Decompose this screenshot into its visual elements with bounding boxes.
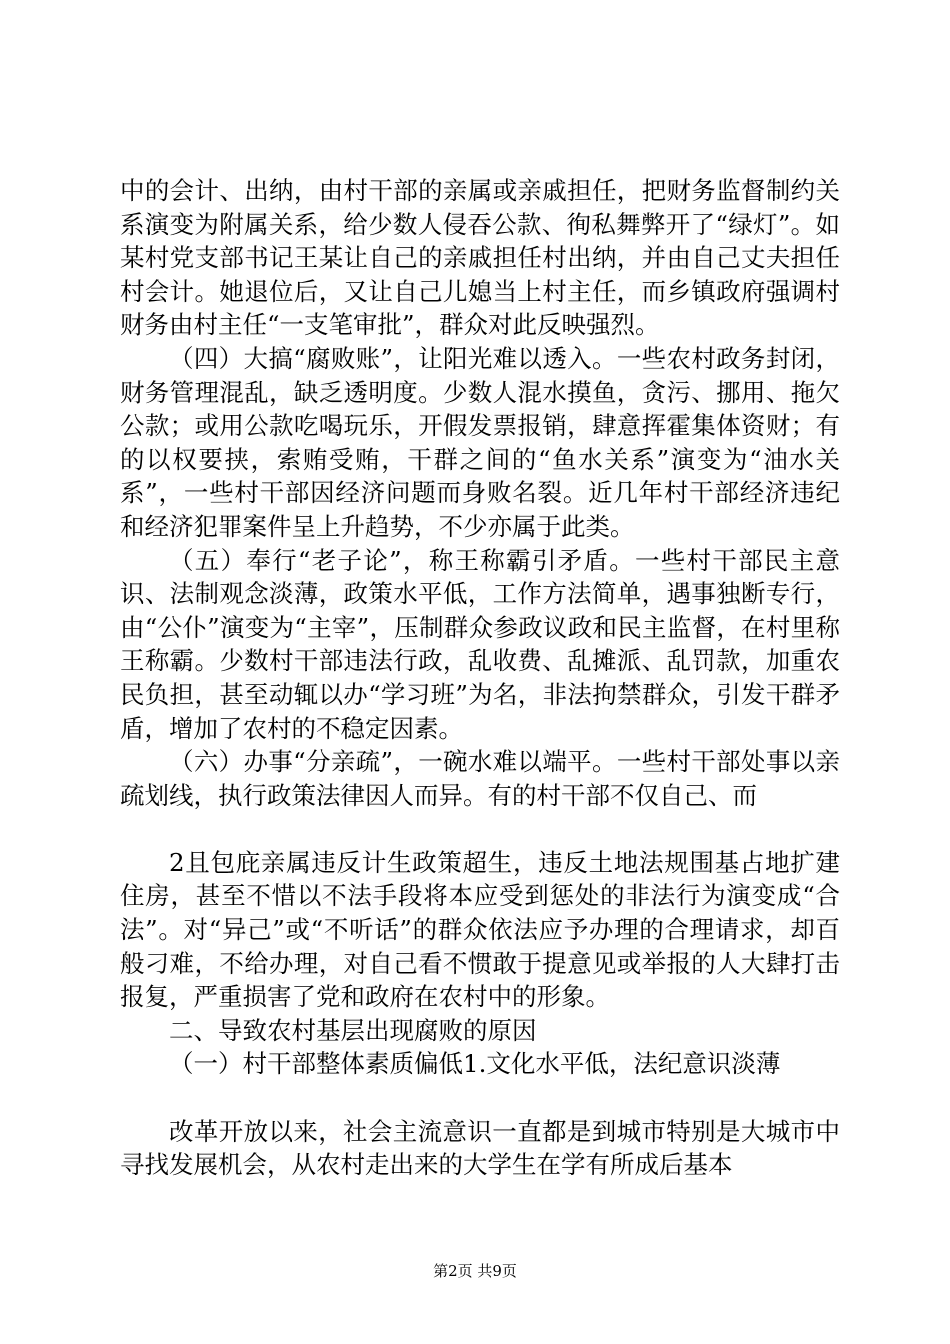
paragraph-section-five: （五）奉行“老子论”，称王称霸引矛盾。一些村干部民主意识、法制观念淡薄，政策水平低，工作方法简单，遇事独断专行，由“公仆”演变为“主宰”，压制群众参政议政和民主监督，在村里称王称霸。少数村干部违法行政，乱收费、乱摊派、乱罚款，加重农民负担，甚至动辄以办“学习班”为名，非法拘禁群众，引发干群矛盾，增加了农村的不稳定因素。 — [120, 545, 840, 743]
section-heading-causes: 二、导致农村基层出现腐败的原因 — [169, 1015, 537, 1045]
paragraph-continued-text: 2且包庇亲属违反计生政策超生，违反土地法规围基占地扩建住房，甚至不惜以不法手段将本应受到惩处的非法行为演变成“合法”。对“异己”或“不听话”的群众依法应予办理的合理请求，却百般刁难，不给办理，对自己看不惯敢于提意见或举报的人大肆打击报复，严重损害了党和政府在农村中的形象。 — [120, 847, 840, 1012]
subsection-heading-one: （一）村干部整体素质偏低1.文化水平低，法纪意识淡薄 — [169, 1049, 781, 1079]
paragraph-continuation: 中的会计、出纳，由村干部的亲属或亲戚担任，把财务监督制约关系演变为附属关系，给少数人侵吞公款、徇私舞弊开了“绿灯”。如某村党支部书记王某让自己的亲戚担任村出纳，并由自己丈夫担任村会计。她退位后，又让自己儿媳当上村主任，而乡镇政府强调村财务由村主任“一支笔审批”，群众对此反映强烈。 — [120, 176, 840, 340]
page-number-footer: 第2页 共9页 — [433, 1262, 517, 1280]
document-body — [120, 174, 840, 1182]
paragraph-section-six: （六）办事“分亲疏”，一碗水难以端平。一些村干部处事以亲疏划线，执行政策法律因人而异。有的村干部不仅自己、而 — [120, 747, 840, 810]
paragraph-reform: 改革开放以来，社会主流意识一直都是到城市特别是大城市中寻找发展机会，从农村走出来的大学生在学有所成后基本 — [120, 1116, 840, 1180]
paragraph-section-four: （四）大搞“腐败账”，让阳光难以透入。一些农村政务封闭，财务管理混乱，缺乏透明度。少数人混水摸鱼，贪污、挪用、拖欠公款；或用公款吃喝玩乐，开假发票报销，肆意挥霍集体资财；有的以权要挟，索贿受贿，干群之间的“鱼水关系”演变为“油水关系”，一些村干部因经济问题而身败名裂。近几年村干部经济违纪和经济犯罪案件呈上升趋势，不少亦属于此类。 — [120, 343, 840, 541]
